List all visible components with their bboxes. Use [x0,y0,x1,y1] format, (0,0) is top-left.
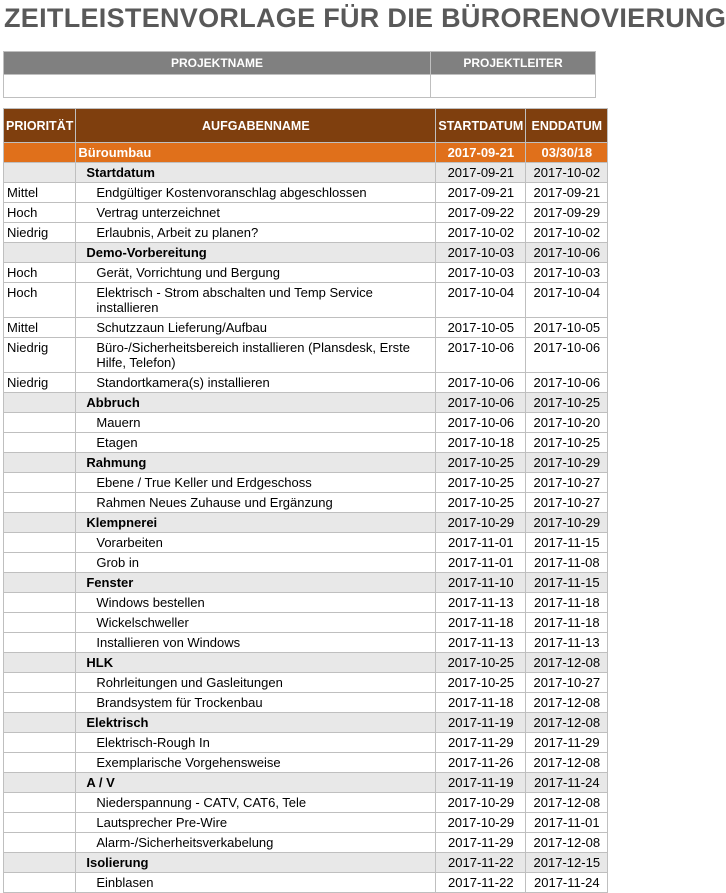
task-name-cell[interactable]: Ebene / True Keller und Erdgeschoss [76,473,436,493]
priority-cell[interactable] [4,653,76,673]
priority-cell[interactable] [4,773,76,793]
task-name-cell[interactable]: Büro-/Sicherheitsbereich installieren (Plansdesk, Erste Hilfe, Telefon) [76,338,436,373]
task-name-cell[interactable]: Demo-Vorbereitung [76,243,436,263]
start-date-cell[interactable]: 2017-10-29 [436,513,526,533]
task-name-cell[interactable]: Elektrisch - Strom abschalten und Temp Service installieren [76,283,436,318]
phase-row[interactable] [4,773,608,793]
task-row[interactable] [4,673,608,693]
task-row[interactable] [4,283,608,318]
task-row[interactable] [4,533,608,553]
start-date-cell[interactable]: 2017-10-05 [436,318,526,338]
page-title: ZEITLEISTENVORLAGE FÜR DIE BÜRORENOVIERUNG [4,3,726,33]
priority-cell[interactable] [4,813,76,833]
start-date-cell[interactable]: 2017-10-25 [436,473,526,493]
task-row[interactable] [4,733,608,753]
priority-cell[interactable]: Hoch [4,263,76,283]
phase-row[interactable] [4,513,608,533]
priority-cell[interactable] [4,473,76,493]
start-date-cell[interactable]: 2017-10-25 [436,493,526,513]
priority-cell[interactable] [4,593,76,613]
end-date-cell[interactable]: 2017-11-15 [526,573,608,593]
priority-cell[interactable] [4,713,76,733]
task-row[interactable] [4,693,608,713]
end-date-cell[interactable]: 2017-09-29 [526,203,608,223]
start-column-header[interactable]: STARTDATUM [436,109,526,143]
end-date-cell[interactable]: 2017-10-27 [526,493,608,513]
start-date-cell[interactable]: 2017-11-13 [436,593,526,613]
end-date-cell[interactable]: 2017-10-29 [526,513,608,533]
priority-cell[interactable] [4,433,76,453]
priority-cell[interactable]: Hoch [4,203,76,223]
priority-cell[interactable] [4,393,76,413]
phase-row[interactable] [4,453,608,473]
end-column-header[interactable]: ENDDATUM [526,109,608,143]
end-date-cell[interactable]: 2017-12-15 [526,853,608,873]
task-column-header[interactable]: AUFGABENNAME [76,109,436,143]
priority-cell[interactable]: Niedrig [4,373,76,393]
start-date-cell[interactable]: 2017-10-29 [436,813,526,833]
task-name-cell[interactable]: Rahmung [76,453,436,473]
task-name-cell[interactable]: Etagen [76,433,436,453]
priority-cell[interactable] [4,533,76,553]
priority-cell[interactable]: Niedrig [4,223,76,243]
task-row[interactable] [4,413,608,433]
task-row[interactable] [4,338,608,373]
task-name-cell[interactable]: Niederspannung - CATV, CAT6, Tele [76,793,436,813]
end-date-cell[interactable]: 03/30/18 [526,143,608,163]
start-date-cell[interactable]: 2017-10-06 [436,393,526,413]
task-name-cell[interactable]: Gerät, Vorrichtung und Bergung [76,263,436,283]
end-date-cell[interactable]: 2017-12-08 [526,793,608,813]
task-name-cell[interactable]: Klempnerei [76,513,436,533]
task-name-cell[interactable]: Büroumbau [76,143,436,163]
phase-row[interactable] [4,393,608,413]
task-name-cell[interactable]: Grob in [76,553,436,573]
task-name-cell[interactable]: A / V [76,773,436,793]
task-name-cell[interactable]: Brandsystem für Trockenbau [76,693,436,713]
end-date-cell[interactable]: 2017-12-08 [526,713,608,733]
task-row[interactable] [4,373,608,393]
task-row[interactable] [4,183,608,203]
project-lead-header: PROJEKTLEITER [431,52,596,75]
task-name-cell[interactable]: Isolierung [76,853,436,873]
task-row[interactable] [4,223,608,243]
project-name-cell[interactable] [4,75,431,98]
priority-cell[interactable]: Mittel [4,318,76,338]
task-row[interactable] [4,433,608,453]
end-date-cell[interactable]: 2017-10-02 [526,163,608,183]
end-date-cell[interactable]: 2017-11-18 [526,593,608,613]
phase-row[interactable] [4,243,608,263]
start-date-cell[interactable]: 2017-11-26 [436,753,526,773]
task-name-cell[interactable]: Erlaubnis, Arbeit zu planen? [76,223,436,243]
start-date-cell[interactable]: 2017-09-21 [436,163,526,183]
project-name-header: PROJEKTNAME [4,52,431,75]
start-date-cell[interactable]: 2017-09-22 [436,203,526,223]
task-name-cell[interactable]: Exemplarische Vorgehensweise [76,753,436,773]
priority-cell[interactable] [4,793,76,813]
end-date-cell[interactable]: 2017-10-02 [526,223,608,243]
priority-column-header[interactable]: PRIORITÄT [4,109,76,143]
task-row[interactable] [4,813,608,833]
task-name-cell[interactable]: Schutzzaun Lieferung/Aufbau [76,318,436,338]
task-name-cell[interactable]: Mauern [76,413,436,433]
start-date-cell[interactable]: 2017-10-25 [436,653,526,673]
priority-cell[interactable] [4,453,76,473]
priority-cell[interactable] [4,733,76,753]
priority-cell[interactable] [4,633,76,653]
priority-cell[interactable] [4,693,76,713]
task-row[interactable] [4,833,608,853]
task-name-cell[interactable]: HLK [76,653,436,673]
start-date-cell[interactable]: 2017-10-04 [436,283,526,318]
task-row[interactable] [4,318,608,338]
end-date-cell[interactable]: 2017-11-24 [526,773,608,793]
task-row[interactable] [4,553,608,573]
priority-cell[interactable] [4,553,76,573]
priority-cell[interactable] [4,143,76,163]
end-date-cell[interactable]: 2017-12-08 [526,693,608,713]
task-name-cell[interactable]: Installieren von Windows [76,633,436,653]
end-date-cell[interactable]: 2017-10-06 [526,338,608,373]
priority-cell[interactable]: Hoch [4,283,76,318]
end-date-cell[interactable]: 2017-10-04 [526,283,608,318]
start-date-cell[interactable]: 2017-10-06 [436,338,526,373]
end-date-cell[interactable]: 2017-10-25 [526,393,608,413]
task-name-cell[interactable]: Wickelschweller [76,613,436,633]
task-row[interactable] [4,593,608,613]
end-date-cell[interactable]: 2017-11-29 [526,733,608,753]
task-name-cell[interactable]: Alarm-/Sicherheitsverkabelung [76,833,436,853]
end-date-cell[interactable]: 2017-11-15 [526,533,608,553]
end-date-cell[interactable]: 2017-10-27 [526,673,608,693]
start-date-cell[interactable]: 2017-11-13 [436,633,526,653]
end-date-cell[interactable]: 2017-12-08 [526,833,608,853]
project-info-table [3,51,596,98]
start-date-cell[interactable]: 2017-10-18 [436,433,526,453]
end-date-cell[interactable]: 2017-11-24 [526,873,608,893]
task-name-cell[interactable]: Einblasen [76,873,436,893]
start-date-cell[interactable]: 2017-11-22 [436,853,526,873]
phase-row[interactable] [4,573,608,593]
task-name-cell[interactable]: Standortkamera(s) installieren [76,373,436,393]
start-date-cell[interactable]: 2017-10-02 [436,223,526,243]
priority-cell[interactable] [4,163,76,183]
end-date-cell[interactable]: 2017-11-18 [526,613,608,633]
end-date-cell[interactable]: 2017-10-03 [526,263,608,283]
phase-row[interactable] [4,163,608,183]
end-date-cell[interactable]: 2017-10-20 [526,413,608,433]
task-row[interactable] [4,613,608,633]
start-date-cell[interactable]: 2017-10-25 [436,673,526,693]
end-date-cell[interactable]: 2017-12-08 [526,653,608,673]
end-date-cell[interactable]: 2017-10-29 [526,453,608,473]
task-row[interactable] [4,753,608,773]
start-date-cell[interactable]: 2017-11-19 [436,773,526,793]
start-date-cell[interactable]: 2017-11-10 [436,573,526,593]
task-table-body [4,143,608,893]
task-name-cell[interactable]: Startdatum [76,163,436,183]
end-date-cell[interactable]: 2017-11-08 [526,553,608,573]
end-date-cell[interactable]: 2017-12-08 [526,753,608,773]
start-date-cell[interactable]: 2017-11-18 [436,613,526,633]
priority-cell[interactable] [4,833,76,853]
start-date-cell[interactable]: 2017-11-19 [436,713,526,733]
phase-row[interactable] [4,713,608,733]
start-date-cell[interactable]: 2017-10-03 [436,243,526,263]
task-row[interactable] [4,263,608,283]
start-date-cell[interactable]: 2017-10-03 [436,263,526,283]
start-date-cell[interactable]: 2017-10-06 [436,413,526,433]
priority-cell[interactable] [4,243,76,263]
start-date-cell[interactable]: 2017-10-25 [436,453,526,473]
phase-row[interactable] [4,853,608,873]
priority-cell[interactable] [4,753,76,773]
priority-cell[interactable] [4,513,76,533]
end-date-cell[interactable]: 2017-10-05 [526,318,608,338]
task-row[interactable] [4,473,608,493]
task-name-cell[interactable]: Abbruch [76,393,436,413]
task-name-cell[interactable]: Rahmen Neues Zuhause und Ergänzung [76,493,436,513]
task-name-cell[interactable]: Vorarbeiten [76,533,436,553]
task-row[interactable] [4,793,608,813]
priority-cell[interactable] [4,613,76,633]
end-date-cell[interactable]: 2017-10-25 [526,433,608,453]
project-row[interactable] [4,143,608,163]
priority-cell[interactable] [4,413,76,433]
phase-row[interactable] [4,653,608,673]
start-date-cell[interactable]: 2017-11-29 [436,833,526,853]
start-date-cell[interactable]: 2017-09-21 [436,143,526,163]
task-name-cell[interactable]: Lautsprecher Pre-Wire [76,813,436,833]
end-date-cell[interactable]: 2017-10-27 [526,473,608,493]
priority-cell[interactable]: Mittel [4,183,76,203]
task-table [3,108,608,893]
end-date-cell[interactable]: 2017-11-01 [526,813,608,833]
start-date-cell[interactable]: 2017-11-01 [436,533,526,553]
priority-cell[interactable] [4,493,76,513]
task-name-cell[interactable]: Elektrisch [76,713,436,733]
priority-cell[interactable] [4,853,76,873]
priority-cell[interactable] [4,873,76,893]
start-date-cell[interactable]: 2017-09-21 [436,183,526,203]
end-date-cell[interactable]: 2017-11-13 [526,633,608,653]
task-name-cell[interactable]: Rohrleitungen und Gasleitungen [76,673,436,693]
task-name-cell[interactable]: Elektrisch-Rough In [76,733,436,753]
task-row[interactable] [4,493,608,513]
task-name-cell[interactable]: Endgültiger Kostenvoranschlag abgeschlossen [76,183,436,203]
start-date-cell[interactable]: 2017-11-29 [436,733,526,753]
start-date-cell[interactable]: 2017-11-18 [436,693,526,713]
end-date-cell[interactable]: 2017-10-06 [526,373,608,393]
priority-cell[interactable] [4,573,76,593]
start-date-cell[interactable]: 2017-11-22 [436,873,526,893]
start-date-cell[interactable]: 2017-10-29 [436,793,526,813]
start-date-cell[interactable]: 2017-11-01 [436,553,526,573]
task-row[interactable] [4,873,608,893]
start-date-cell[interactable]: 2017-10-06 [436,373,526,393]
project-lead-cell[interactable] [431,75,596,98]
end-date-cell[interactable]: 2017-09-21 [526,183,608,203]
task-name-cell[interactable]: Vertrag unterzeichnet [76,203,436,223]
priority-cell[interactable] [4,673,76,693]
task-name-cell[interactable]: Windows bestellen [76,593,436,613]
task-name-cell[interactable]: Fenster [76,573,436,593]
task-row[interactable] [4,203,608,223]
end-date-cell[interactable]: 2017-10-06 [526,243,608,263]
priority-cell[interactable]: Niedrig [4,338,76,373]
task-row[interactable] [4,633,608,653]
